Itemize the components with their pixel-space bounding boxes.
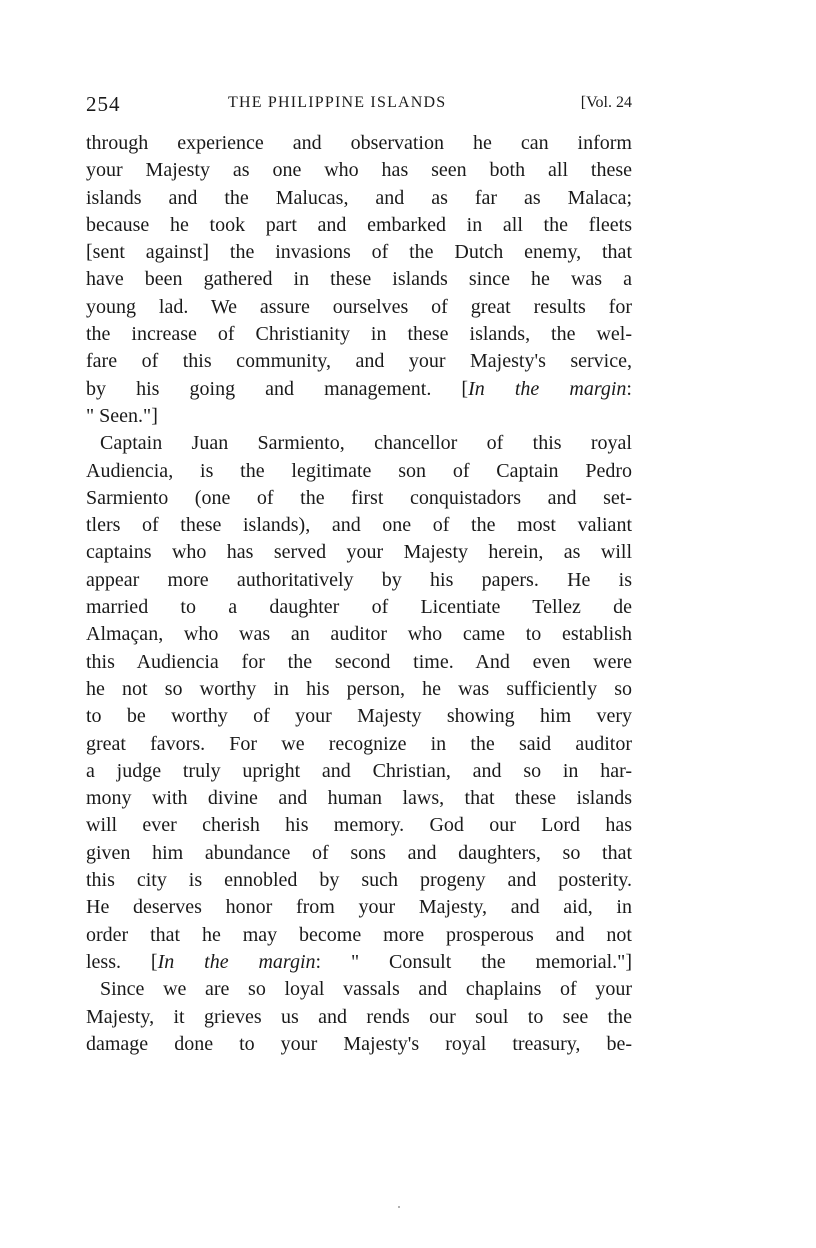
scan-speck [398, 1206, 400, 1208]
margin-note-line [86, 949, 632, 976]
text-line: because he took part and embarked in all the fleets [86, 213, 632, 236]
running-title: THE PHILIPPINE ISLANDS [228, 94, 447, 111]
margin-label: In the margin [468, 377, 627, 400]
text-line: a judge truly upright and Christian, and so in har- [86, 759, 632, 782]
margin-note: " Seen."] [86, 404, 158, 427]
text-line: great favors. For we recognize in the said auditor [86, 732, 632, 755]
text-line: Sarmiento (one of the first conquistadors and set- [86, 486, 632, 509]
text-line: Captain Juan Sarmiento, chancellor of this royal [100, 432, 632, 455]
margin-line-suffix: : [626, 377, 632, 400]
text-line: order that he may become more prosperous and not [86, 923, 632, 946]
margin-note-line [86, 376, 632, 403]
text-line: mony with divine and human laws, that these islands [86, 787, 632, 810]
text-line: the increase of Christianity in these islands, the wel- [86, 323, 632, 346]
text-line: appear more authoritatively by his papers. He is [86, 568, 632, 591]
text-line: Majesty, it grieves us and rends our soul to see the [86, 1005, 632, 1028]
text-line: He deserves honor from your Majesty, and aid, in [86, 896, 632, 919]
text-line: [sent against] the invasions of the Dutch enemy, that [86, 241, 632, 264]
text-line: Audiencia, is the legitimate son of Captain Pedro [86, 459, 632, 482]
text-line: tlers of these islands), and one of the most valiant [86, 514, 632, 537]
text-line: will ever cherish his memory. God our Lord has [86, 814, 632, 837]
body-text [86, 130, 632, 1058]
text-line: damage done to your Majesty's royal treasury, be- [86, 1032, 632, 1055]
paragraph-2 [86, 430, 632, 976]
text-line: Since we are so loyal vassals and chaplains of your [100, 978, 632, 1001]
margin-line-prefix: less. [ [86, 950, 158, 973]
book-page [86, 88, 632, 1058]
text-line: have been gathered in these islands since he was a [86, 268, 632, 291]
text-line: married to a daughter of Licentiate Tellez de [86, 596, 632, 619]
text-line: fare of this community, and your Majesty's service, [86, 350, 632, 373]
text-line: through experience and observation he can inform [86, 132, 632, 154]
running-head [86, 88, 632, 122]
text-line: islands and the Malucas, and as far as Malaca; [86, 186, 632, 209]
margin-label: In the margin [157, 950, 316, 973]
margin-line-suffix: : " Consult the memorial."] [315, 950, 633, 973]
text-line: to be worthy of your Majesty showing him very [86, 705, 632, 728]
text-line: this city is ennobled by such progeny and posterity. [86, 869, 632, 892]
volume-label: [Vol. 24 [580, 94, 632, 111]
text-line: this Audiencia for the second time. And even were [86, 650, 632, 673]
paragraph-3 [86, 976, 632, 1058]
text-line: Almaçan, who was an auditor who came to establish [86, 623, 632, 646]
page-number: 254 [86, 92, 121, 116]
text-line: young lad. We assure ourselves of great results for [86, 295, 632, 318]
text-line: given him abundance of sons and daughters, so that [86, 841, 632, 864]
text-line: he not so worthy in his person, he was sufficiently so [86, 677, 632, 700]
text-line: your Majesty as one who has seen both all these [86, 159, 632, 182]
text-line: captains who has served your Majesty herein, as will [86, 541, 632, 564]
paragraph-1 [86, 130, 632, 430]
margin-line-prefix: by his going and management. [ [86, 377, 469, 400]
